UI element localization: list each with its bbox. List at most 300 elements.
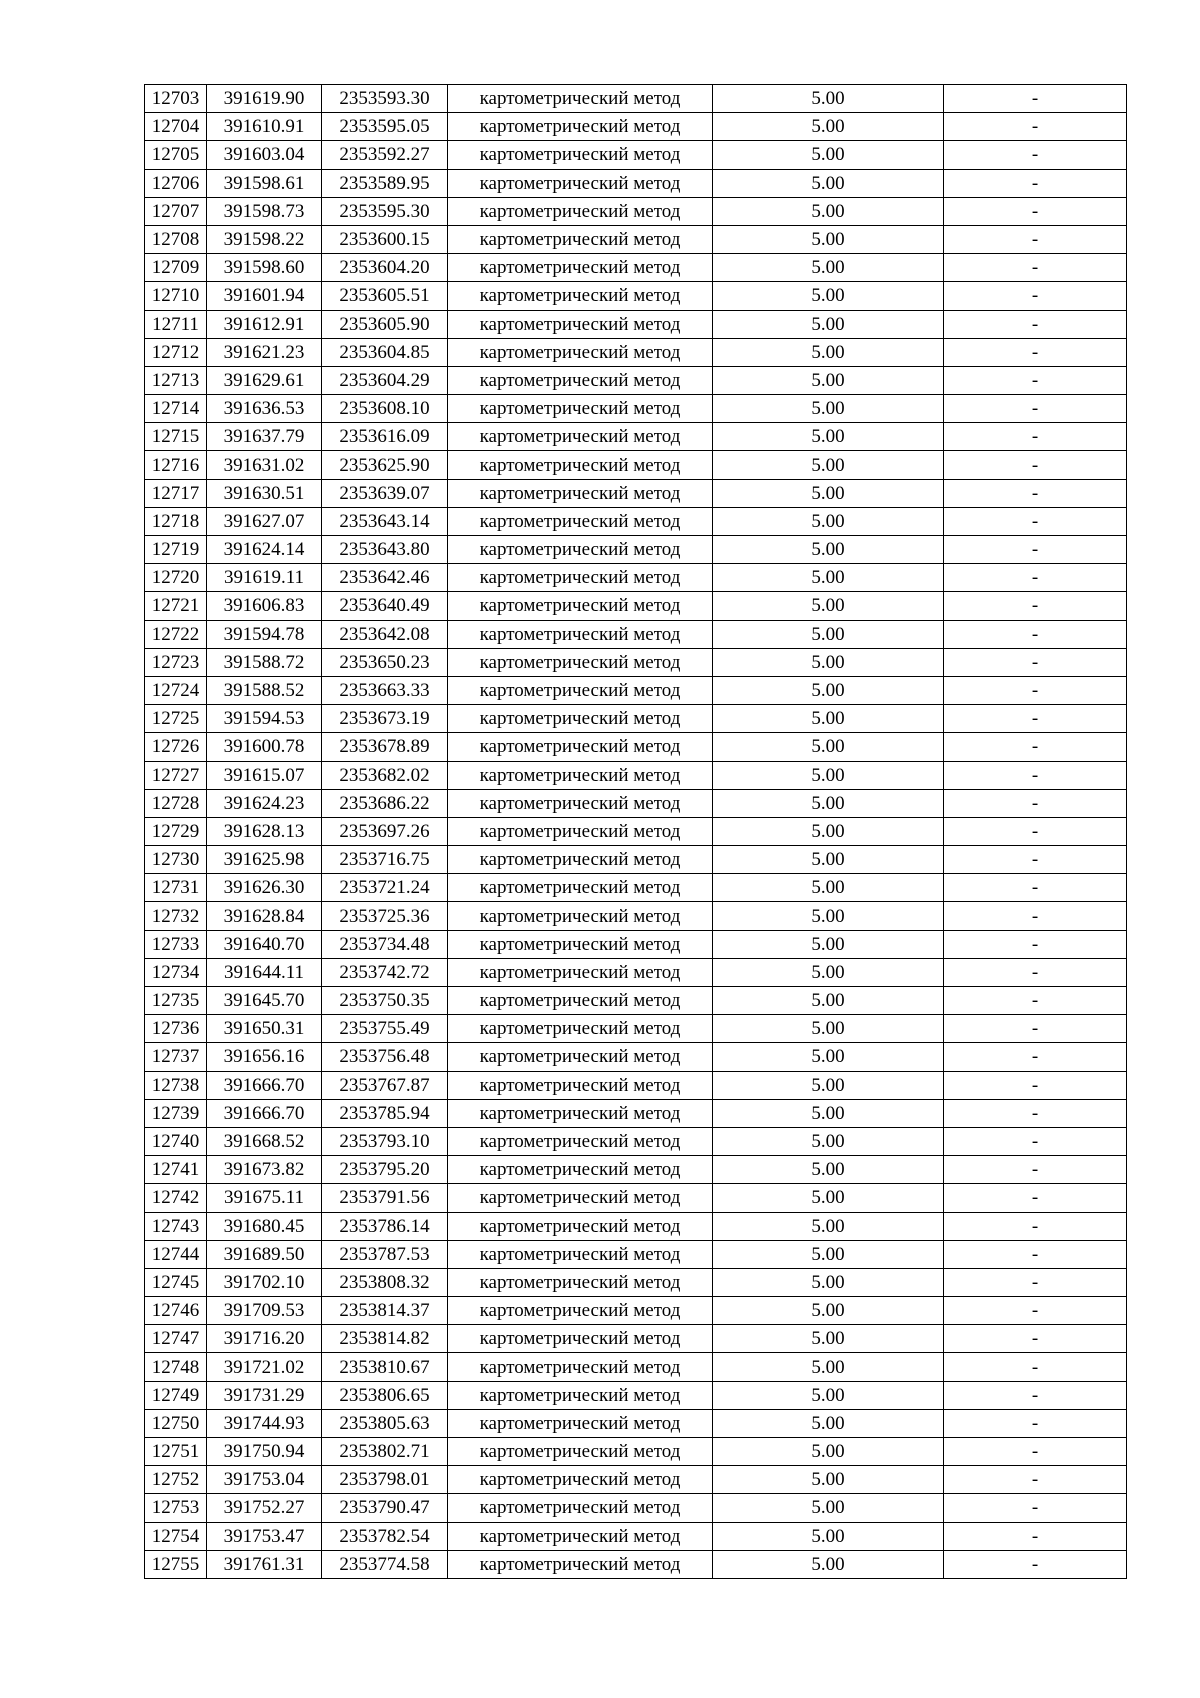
point-number-cell: 12754 bbox=[145, 1522, 207, 1550]
accuracy-cell: 5.00 bbox=[713, 1297, 944, 1325]
description-cell: - bbox=[944, 705, 1127, 733]
accuracy-cell: 5.00 bbox=[713, 1381, 944, 1409]
table-row bbox=[145, 282, 1127, 310]
point-number-cell: 12720 bbox=[145, 564, 207, 592]
accuracy-cell: 5.00 bbox=[713, 1494, 944, 1522]
table-row bbox=[145, 648, 1127, 676]
accuracy-cell: 5.00 bbox=[713, 1466, 944, 1494]
point-number-cell: 12706 bbox=[145, 169, 207, 197]
accuracy-cell: 5.00 bbox=[713, 564, 944, 592]
description-cell: - bbox=[944, 733, 1127, 761]
point-number-cell: 12717 bbox=[145, 479, 207, 507]
point-number-cell: 12716 bbox=[145, 451, 207, 479]
accuracy-cell: 5.00 bbox=[713, 1184, 944, 1212]
y-coordinate-cell: 2353589.95 bbox=[322, 169, 448, 197]
x-coordinate-cell: 391752.27 bbox=[207, 1494, 322, 1522]
accuracy-cell: 5.00 bbox=[713, 169, 944, 197]
method-cell: картометрический метод bbox=[448, 1381, 713, 1409]
point-number-cell: 12724 bbox=[145, 676, 207, 704]
method-cell: картометрический метод bbox=[448, 761, 713, 789]
y-coordinate-cell: 2353604.20 bbox=[322, 254, 448, 282]
table-row bbox=[145, 1494, 1127, 1522]
method-cell: картометрический метод bbox=[448, 113, 713, 141]
point-number-cell: 12732 bbox=[145, 902, 207, 930]
accuracy-cell: 5.00 bbox=[713, 705, 944, 733]
point-number-cell: 12749 bbox=[145, 1381, 207, 1409]
y-coordinate-cell: 2353673.19 bbox=[322, 705, 448, 733]
y-coordinate-cell: 2353650.23 bbox=[322, 648, 448, 676]
method-cell: картометрический метод bbox=[448, 1438, 713, 1466]
accuracy-cell: 5.00 bbox=[713, 1240, 944, 1268]
x-coordinate-cell: 391750.94 bbox=[207, 1438, 322, 1466]
description-cell: - bbox=[944, 1297, 1127, 1325]
y-coordinate-cell: 2353721.24 bbox=[322, 874, 448, 902]
table-row bbox=[145, 1015, 1127, 1043]
description-cell: - bbox=[944, 338, 1127, 366]
table-row bbox=[145, 930, 1127, 958]
table-row bbox=[145, 1353, 1127, 1381]
table-row bbox=[145, 1184, 1127, 1212]
accuracy-cell: 5.00 bbox=[713, 1550, 944, 1578]
accuracy-cell: 5.00 bbox=[713, 817, 944, 845]
method-cell: картометрический метод bbox=[448, 789, 713, 817]
method-cell: картометрический метод bbox=[448, 1015, 713, 1043]
y-coordinate-cell: 2353595.30 bbox=[322, 197, 448, 225]
method-cell: картометрический метод bbox=[448, 141, 713, 169]
table-row bbox=[145, 1522, 1127, 1550]
point-number-cell: 12736 bbox=[145, 1015, 207, 1043]
table-row bbox=[145, 1409, 1127, 1437]
x-coordinate-cell: 391689.50 bbox=[207, 1240, 322, 1268]
y-coordinate-cell: 2353592.27 bbox=[322, 141, 448, 169]
point-number-cell: 12755 bbox=[145, 1550, 207, 1578]
table-row bbox=[145, 423, 1127, 451]
x-coordinate-cell: 391709.53 bbox=[207, 1297, 322, 1325]
accuracy-cell: 5.00 bbox=[713, 1212, 944, 1240]
description-cell: - bbox=[944, 1268, 1127, 1296]
description-cell: - bbox=[944, 1550, 1127, 1578]
description-cell: - bbox=[944, 1127, 1127, 1155]
method-cell: картометрический метод bbox=[448, 564, 713, 592]
x-coordinate-cell: 391624.14 bbox=[207, 536, 322, 564]
point-number-cell: 12705 bbox=[145, 141, 207, 169]
method-cell: картометрический метод bbox=[448, 846, 713, 874]
point-number-cell: 12743 bbox=[145, 1212, 207, 1240]
table-row bbox=[145, 1071, 1127, 1099]
accuracy-cell: 5.00 bbox=[713, 1353, 944, 1381]
accuracy-cell: 5.00 bbox=[713, 366, 944, 394]
x-coordinate-cell: 391588.72 bbox=[207, 648, 322, 676]
table-row bbox=[145, 958, 1127, 986]
accuracy-cell: 5.00 bbox=[713, 958, 944, 986]
point-number-cell: 12703 bbox=[145, 85, 207, 113]
description-cell: - bbox=[944, 930, 1127, 958]
x-coordinate-cell: 391598.60 bbox=[207, 254, 322, 282]
point-number-cell: 12712 bbox=[145, 338, 207, 366]
accuracy-cell: 5.00 bbox=[713, 536, 944, 564]
y-coordinate-cell: 2353616.09 bbox=[322, 423, 448, 451]
x-coordinate-cell: 391594.78 bbox=[207, 620, 322, 648]
table-row bbox=[145, 395, 1127, 423]
y-coordinate-cell: 2353756.48 bbox=[322, 1043, 448, 1071]
accuracy-cell: 5.00 bbox=[713, 761, 944, 789]
table-row bbox=[145, 479, 1127, 507]
table-row bbox=[145, 1550, 1127, 1578]
table-row bbox=[145, 1043, 1127, 1071]
y-coordinate-cell: 2353643.80 bbox=[322, 536, 448, 564]
description-cell: - bbox=[944, 1353, 1127, 1381]
method-cell: картометрический метод bbox=[448, 1071, 713, 1099]
table-row bbox=[145, 113, 1127, 141]
x-coordinate-cell: 391650.31 bbox=[207, 1015, 322, 1043]
y-coordinate-cell: 2353639.07 bbox=[322, 479, 448, 507]
x-coordinate-cell: 391610.91 bbox=[207, 113, 322, 141]
description-cell: - bbox=[944, 958, 1127, 986]
accuracy-cell: 5.00 bbox=[713, 930, 944, 958]
table-row bbox=[145, 902, 1127, 930]
x-coordinate-cell: 391644.11 bbox=[207, 958, 322, 986]
x-coordinate-cell: 391640.70 bbox=[207, 930, 322, 958]
y-coordinate-cell: 2353774.58 bbox=[322, 1550, 448, 1578]
table-row bbox=[145, 592, 1127, 620]
accuracy-cell: 5.00 bbox=[713, 1325, 944, 1353]
accuracy-cell: 5.00 bbox=[713, 733, 944, 761]
accuracy-cell: 5.00 bbox=[713, 1409, 944, 1437]
method-cell: картометрический метод bbox=[448, 817, 713, 845]
y-coordinate-cell: 2353643.14 bbox=[322, 507, 448, 535]
x-coordinate-cell: 391673.82 bbox=[207, 1156, 322, 1184]
accuracy-cell: 5.00 bbox=[713, 310, 944, 338]
x-coordinate-cell: 391645.70 bbox=[207, 987, 322, 1015]
point-number-cell: 12709 bbox=[145, 254, 207, 282]
table-row bbox=[145, 874, 1127, 902]
x-coordinate-cell: 391628.84 bbox=[207, 902, 322, 930]
method-cell: картометрический метод bbox=[448, 479, 713, 507]
description-cell: - bbox=[944, 1099, 1127, 1127]
method-cell: картометрический метод bbox=[448, 958, 713, 986]
table-row bbox=[145, 1212, 1127, 1240]
table-row bbox=[145, 1156, 1127, 1184]
point-number-cell: 12718 bbox=[145, 507, 207, 535]
description-cell: - bbox=[944, 395, 1127, 423]
method-cell: картометрический метод bbox=[448, 395, 713, 423]
method-cell: картометрический метод bbox=[448, 620, 713, 648]
accuracy-cell: 5.00 bbox=[713, 197, 944, 225]
coordinates-table-body bbox=[145, 85, 1127, 1579]
table-row bbox=[145, 564, 1127, 592]
description-cell: - bbox=[944, 423, 1127, 451]
description-cell: - bbox=[944, 817, 1127, 845]
method-cell: картометрический метод bbox=[448, 930, 713, 958]
x-coordinate-cell: 391753.04 bbox=[207, 1466, 322, 1494]
description-cell: - bbox=[944, 648, 1127, 676]
table-row bbox=[145, 536, 1127, 564]
table-row bbox=[145, 85, 1127, 113]
x-coordinate-cell: 391675.11 bbox=[207, 1184, 322, 1212]
y-coordinate-cell: 2353767.87 bbox=[322, 1071, 448, 1099]
x-coordinate-cell: 391598.22 bbox=[207, 225, 322, 253]
description-cell: - bbox=[944, 902, 1127, 930]
method-cell: картометрический метод bbox=[448, 85, 713, 113]
point-number-cell: 12741 bbox=[145, 1156, 207, 1184]
y-coordinate-cell: 2353604.85 bbox=[322, 338, 448, 366]
method-cell: картометрический метод bbox=[448, 1156, 713, 1184]
method-cell: картометрический метод bbox=[448, 592, 713, 620]
accuracy-cell: 5.00 bbox=[713, 507, 944, 535]
method-cell: картометрический метод bbox=[448, 987, 713, 1015]
x-coordinate-cell: 391588.52 bbox=[207, 676, 322, 704]
table-row bbox=[145, 1127, 1127, 1155]
y-coordinate-cell: 2353787.53 bbox=[322, 1240, 448, 1268]
x-coordinate-cell: 391601.94 bbox=[207, 282, 322, 310]
accuracy-cell: 5.00 bbox=[713, 113, 944, 141]
x-coordinate-cell: 391619.90 bbox=[207, 85, 322, 113]
y-coordinate-cell: 2353642.46 bbox=[322, 564, 448, 592]
method-cell: картометрический метод bbox=[448, 676, 713, 704]
accuracy-cell: 5.00 bbox=[713, 1438, 944, 1466]
accuracy-cell: 5.00 bbox=[713, 225, 944, 253]
point-number-cell: 12733 bbox=[145, 930, 207, 958]
accuracy-cell: 5.00 bbox=[713, 338, 944, 366]
point-number-cell: 12729 bbox=[145, 817, 207, 845]
y-coordinate-cell: 2353814.37 bbox=[322, 1297, 448, 1325]
point-number-cell: 12752 bbox=[145, 1466, 207, 1494]
point-number-cell: 12740 bbox=[145, 1127, 207, 1155]
accuracy-cell: 5.00 bbox=[713, 592, 944, 620]
point-number-cell: 12738 bbox=[145, 1071, 207, 1099]
point-number-cell: 12725 bbox=[145, 705, 207, 733]
point-number-cell: 12704 bbox=[145, 113, 207, 141]
description-cell: - bbox=[944, 113, 1127, 141]
accuracy-cell: 5.00 bbox=[713, 902, 944, 930]
point-number-cell: 12737 bbox=[145, 1043, 207, 1071]
description-cell: - bbox=[944, 507, 1127, 535]
method-cell: картометрический метод bbox=[448, 451, 713, 479]
y-coordinate-cell: 2353604.29 bbox=[322, 366, 448, 394]
point-number-cell: 12715 bbox=[145, 423, 207, 451]
x-coordinate-cell: 391668.52 bbox=[207, 1127, 322, 1155]
description-cell: - bbox=[944, 1071, 1127, 1099]
y-coordinate-cell: 2353625.90 bbox=[322, 451, 448, 479]
accuracy-cell: 5.00 bbox=[713, 676, 944, 704]
description-cell: - bbox=[944, 874, 1127, 902]
table-row bbox=[145, 1297, 1127, 1325]
x-coordinate-cell: 391627.07 bbox=[207, 507, 322, 535]
x-coordinate-cell: 391702.10 bbox=[207, 1268, 322, 1296]
y-coordinate-cell: 2353755.49 bbox=[322, 1015, 448, 1043]
table-row bbox=[145, 225, 1127, 253]
y-coordinate-cell: 2353678.89 bbox=[322, 733, 448, 761]
y-coordinate-cell: 2353640.49 bbox=[322, 592, 448, 620]
point-number-cell: 12731 bbox=[145, 874, 207, 902]
table-row bbox=[145, 620, 1127, 648]
accuracy-cell: 5.00 bbox=[713, 423, 944, 451]
table-row bbox=[145, 141, 1127, 169]
x-coordinate-cell: 391637.79 bbox=[207, 423, 322, 451]
x-coordinate-cell: 391621.23 bbox=[207, 338, 322, 366]
table-row bbox=[145, 197, 1127, 225]
description-cell: - bbox=[944, 1212, 1127, 1240]
table-row bbox=[145, 310, 1127, 338]
description-cell: - bbox=[944, 592, 1127, 620]
method-cell: картометрический метод bbox=[448, 1297, 713, 1325]
method-cell: картометрический метод bbox=[448, 1325, 713, 1353]
description-cell: - bbox=[944, 1184, 1127, 1212]
x-coordinate-cell: 391716.20 bbox=[207, 1325, 322, 1353]
method-cell: картометрический метод bbox=[448, 1099, 713, 1127]
description-cell: - bbox=[944, 1043, 1127, 1071]
description-cell: - bbox=[944, 620, 1127, 648]
method-cell: картометрический метод bbox=[448, 1522, 713, 1550]
description-cell: - bbox=[944, 761, 1127, 789]
accuracy-cell: 5.00 bbox=[713, 874, 944, 902]
accuracy-cell: 5.00 bbox=[713, 1099, 944, 1127]
description-cell: - bbox=[944, 1240, 1127, 1268]
x-coordinate-cell: 391721.02 bbox=[207, 1353, 322, 1381]
point-number-cell: 12727 bbox=[145, 761, 207, 789]
method-cell: картометрический метод bbox=[448, 902, 713, 930]
point-number-cell: 12722 bbox=[145, 620, 207, 648]
y-coordinate-cell: 2353600.15 bbox=[322, 225, 448, 253]
accuracy-cell: 5.00 bbox=[713, 1071, 944, 1099]
description-cell: - bbox=[944, 451, 1127, 479]
x-coordinate-cell: 391636.53 bbox=[207, 395, 322, 423]
y-coordinate-cell: 2353805.63 bbox=[322, 1409, 448, 1437]
method-cell: картометрический метод bbox=[448, 705, 713, 733]
y-coordinate-cell: 2353608.10 bbox=[322, 395, 448, 423]
y-coordinate-cell: 2353716.75 bbox=[322, 846, 448, 874]
x-coordinate-cell: 391631.02 bbox=[207, 451, 322, 479]
x-coordinate-cell: 391603.04 bbox=[207, 141, 322, 169]
point-number-cell: 12739 bbox=[145, 1099, 207, 1127]
method-cell: картометрический метод bbox=[448, 536, 713, 564]
description-cell: - bbox=[944, 789, 1127, 817]
point-number-cell: 12734 bbox=[145, 958, 207, 986]
method-cell: картометрический метод bbox=[448, 1353, 713, 1381]
x-coordinate-cell: 391594.53 bbox=[207, 705, 322, 733]
table-row bbox=[145, 1325, 1127, 1353]
accuracy-cell: 5.00 bbox=[713, 789, 944, 817]
method-cell: картометрический метод bbox=[448, 733, 713, 761]
x-coordinate-cell: 391600.78 bbox=[207, 733, 322, 761]
accuracy-cell: 5.00 bbox=[713, 141, 944, 169]
point-number-cell: 12746 bbox=[145, 1297, 207, 1325]
y-coordinate-cell: 2353786.14 bbox=[322, 1212, 448, 1240]
table-row bbox=[145, 1268, 1127, 1296]
point-number-cell: 12726 bbox=[145, 733, 207, 761]
point-number-cell: 12711 bbox=[145, 310, 207, 338]
method-cell: картометрический метод bbox=[448, 1466, 713, 1494]
description-cell: - bbox=[944, 141, 1127, 169]
description-cell: - bbox=[944, 197, 1127, 225]
method-cell: картометрический метод bbox=[448, 1240, 713, 1268]
y-coordinate-cell: 2353802.71 bbox=[322, 1438, 448, 1466]
point-number-cell: 12751 bbox=[145, 1438, 207, 1466]
description-cell: - bbox=[944, 225, 1127, 253]
x-coordinate-cell: 391680.45 bbox=[207, 1212, 322, 1240]
accuracy-cell: 5.00 bbox=[713, 85, 944, 113]
x-coordinate-cell: 391612.91 bbox=[207, 310, 322, 338]
accuracy-cell: 5.00 bbox=[713, 1268, 944, 1296]
y-coordinate-cell: 2353642.08 bbox=[322, 620, 448, 648]
method-cell: картометрический метод bbox=[448, 1494, 713, 1522]
description-cell: - bbox=[944, 310, 1127, 338]
description-cell: - bbox=[944, 1438, 1127, 1466]
point-number-cell: 12710 bbox=[145, 282, 207, 310]
point-number-cell: 12723 bbox=[145, 648, 207, 676]
method-cell: картометрический метод bbox=[448, 1409, 713, 1437]
y-coordinate-cell: 2353593.30 bbox=[322, 85, 448, 113]
x-coordinate-cell: 391626.30 bbox=[207, 874, 322, 902]
y-coordinate-cell: 2353791.56 bbox=[322, 1184, 448, 1212]
method-cell: картометрический метод bbox=[448, 169, 713, 197]
accuracy-cell: 5.00 bbox=[713, 479, 944, 507]
accuracy-cell: 5.00 bbox=[713, 1043, 944, 1071]
y-coordinate-cell: 2353782.54 bbox=[322, 1522, 448, 1550]
point-number-cell: 12730 bbox=[145, 846, 207, 874]
description-cell: - bbox=[944, 987, 1127, 1015]
x-coordinate-cell: 391615.07 bbox=[207, 761, 322, 789]
point-number-cell: 12713 bbox=[145, 366, 207, 394]
y-coordinate-cell: 2353806.65 bbox=[322, 1381, 448, 1409]
description-cell: - bbox=[944, 366, 1127, 394]
table-row bbox=[145, 1240, 1127, 1268]
y-coordinate-cell: 2353785.94 bbox=[322, 1099, 448, 1127]
table-row bbox=[145, 338, 1127, 366]
point-number-cell: 12747 bbox=[145, 1325, 207, 1353]
table-row bbox=[145, 507, 1127, 535]
point-number-cell: 12719 bbox=[145, 536, 207, 564]
method-cell: картометрический метод bbox=[448, 254, 713, 282]
method-cell: картометрический метод bbox=[448, 225, 713, 253]
accuracy-cell: 5.00 bbox=[713, 395, 944, 423]
method-cell: картометрический метод bbox=[448, 197, 713, 225]
method-cell: картометрический метод bbox=[448, 648, 713, 676]
y-coordinate-cell: 2353742.72 bbox=[322, 958, 448, 986]
accuracy-cell: 5.00 bbox=[713, 620, 944, 648]
method-cell: картометрический метод bbox=[448, 1184, 713, 1212]
accuracy-cell: 5.00 bbox=[713, 282, 944, 310]
description-cell: - bbox=[944, 169, 1127, 197]
description-cell: - bbox=[944, 846, 1127, 874]
description-cell: - bbox=[944, 564, 1127, 592]
accuracy-cell: 5.00 bbox=[713, 987, 944, 1015]
accuracy-cell: 5.00 bbox=[713, 254, 944, 282]
point-number-cell: 12753 bbox=[145, 1494, 207, 1522]
x-coordinate-cell: 391619.11 bbox=[207, 564, 322, 592]
y-coordinate-cell: 2353734.48 bbox=[322, 930, 448, 958]
y-coordinate-cell: 2353810.67 bbox=[322, 1353, 448, 1381]
y-coordinate-cell: 2353595.05 bbox=[322, 113, 448, 141]
x-coordinate-cell: 391630.51 bbox=[207, 479, 322, 507]
method-cell: картометрический метод bbox=[448, 366, 713, 394]
y-coordinate-cell: 2353808.32 bbox=[322, 1268, 448, 1296]
y-coordinate-cell: 2353814.82 bbox=[322, 1325, 448, 1353]
x-coordinate-cell: 391731.29 bbox=[207, 1381, 322, 1409]
accuracy-cell: 5.00 bbox=[713, 1156, 944, 1184]
method-cell: картометрический метод bbox=[448, 1268, 713, 1296]
table-row bbox=[145, 1466, 1127, 1494]
y-coordinate-cell: 2353725.36 bbox=[322, 902, 448, 930]
accuracy-cell: 5.00 bbox=[713, 846, 944, 874]
accuracy-cell: 5.00 bbox=[713, 451, 944, 479]
y-coordinate-cell: 2353697.26 bbox=[322, 817, 448, 845]
table-row bbox=[145, 789, 1127, 817]
accuracy-cell: 5.00 bbox=[713, 648, 944, 676]
point-number-cell: 12721 bbox=[145, 592, 207, 620]
point-number-cell: 12745 bbox=[145, 1268, 207, 1296]
description-cell: - bbox=[944, 85, 1127, 113]
